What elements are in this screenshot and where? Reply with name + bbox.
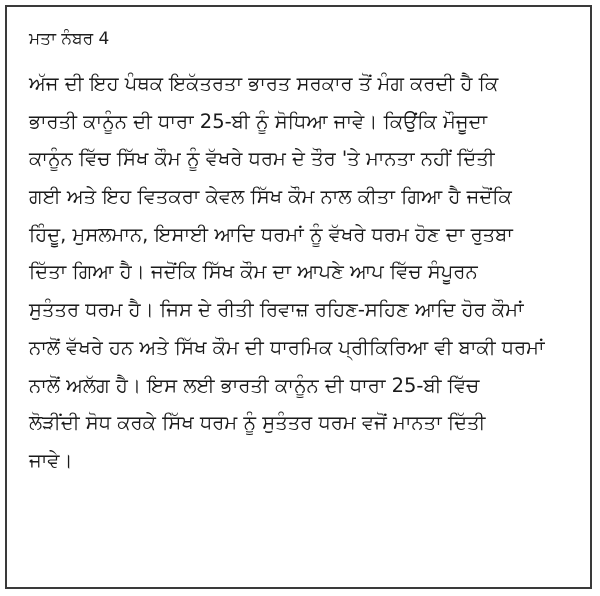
text-line: ਭਾਰਤੀ ਕਾਨੂੰਨ ਦੀ ਧਾਰਾ 25-ਬੀ ਨੂੰ ਸੋਧਿਆ ਜਾਵੇ। ਕਿਉਂਕਿ ਮੌਜੂਦਾ [29,109,488,133]
text-line: ਲੋੜੀਂਦੀ ਸੋਧ ਕਰਕੇ ਸਿੱਖ ਧਰਮ ਨੂੰ ਸੁਤੰਤਰ ਧਰਮ ਵਜੋਂ ਮਾਨਤਾ ਦਿੱਤੀ [29,411,486,435]
resolution-heading: ਮਤਾ ਨੰਬਰ 4 [29,29,110,49]
text-line: ਜਾਵੇ। [29,448,73,472]
text-line: ਅੱਜ ਦੀ ਇਹ ਪੰਥਕ ਇਕੱਤਰਤਾ ਭਾਰਤ ਸਰਕਾਰ ਤੋਂ ਮੰਗ ਕਰਦੀ ਹੈ ਕਿ [29,72,499,95]
resolution-body [29,65,579,480]
text-line: ਨਾਲੋਂ ਵੱਖਰੇ ਹਨ ਅਤੇ ਸਿੱਖ ਕੌਮ ਦੀ ਧਾਰਮਿਕ ਪ੍ਰੀਕਿਰਿਆ ਵੀ ਬਾਕੀ ਧਰਮਾਂ [29,335,545,359]
text-line: ਸੁਤੰਤਰ ਧਰਮ ਹੈ। ਜਿਸ ਦੇ ਰੀਤੀ ਰਿਵਾਜ਼ ਰਹਿਣ-ਸਹਿਣ ਆਦਿ ਹੋਰ ਕੌਮਾਂ [29,298,524,322]
text-line: ਕਾਨੂੰਨ ਵਿੱਚ ਸਿੱਖ ਕੌਮ ਨੂੰ ਵੱਖਰੇ ਧਰਮ ਦੇ ਤੌਰ 'ਤੇ ਮਾਨਤਾ ਨਹੀਂ ਦਿੱਤੀ [29,147,495,171]
text-line: ਦਿੱਤਾ ਗਿਆ ਹੈ। ਜਦੋਂਕਿ ਸਿੱਖ ਕੌਮ ਦਾ ਆਪਣੇ ਆਪ ਵਿੱਚ ਸੰਪੂਰਨ [29,260,478,284]
text-line: ਗਈ ਅਤੇ ਇਹ ਵਿਤਕਰਾ ਕੇਵਲ ਸਿੱਖ ਕੌਮ ਨਾਲ ਕੀਤਾ ਗਿਆ ਹੈ ਜਦੋਂਕਿ [29,185,512,209]
text-line: ਨਾਲੋਂ ਅਲੱਗ ਹੈ। ਇਸ ਲਈ ਭਾਰਤੀ ਕਾਨੂੰਨ ਦੀ ਧਾਰਾ 25-ਬੀ ਵਿੱਚ [29,373,480,397]
resolution-frame [5,5,592,589]
text-line: ਹਿੰਦੂ, ਮੁਸਲਮਾਨ, ਇਸਾਈ ਆਦਿ ਧਰਮਾਂ ਨੂੰ ਵੱਖਰੇ ਧਰਮ ਹੋਣ ਦਾ ਰੁਤਬਾ [29,222,513,246]
